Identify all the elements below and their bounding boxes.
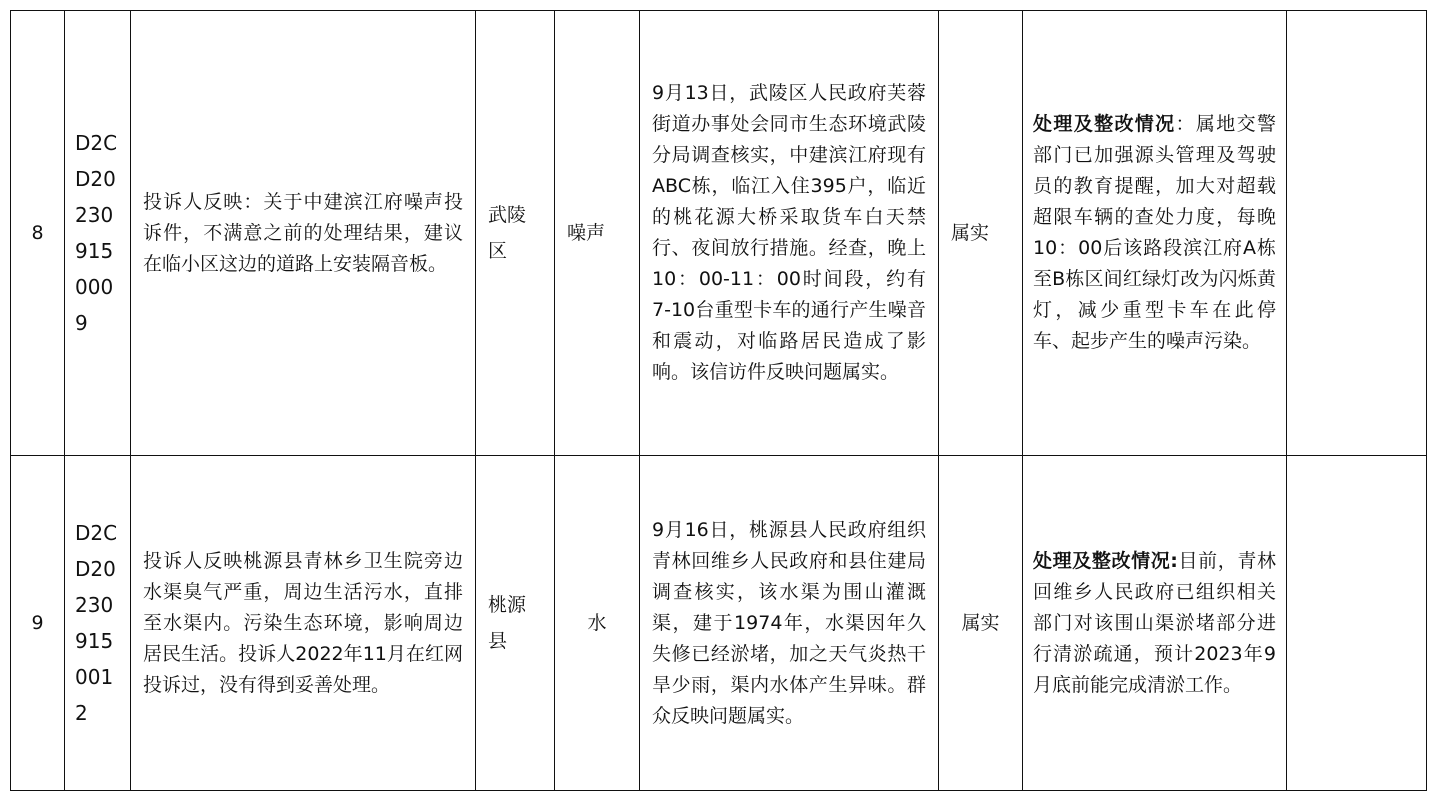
row-number: 8 [11, 11, 65, 456]
row-number: 9 [11, 456, 65, 791]
table-row [11, 456, 1427, 791]
rectification-label: 处理及整改情况 [1033, 113, 1176, 135]
verification-result: 属实 [939, 456, 1023, 791]
rectification-text: ：属地交警部门已加强源头管理及驾驶员的教育提醒，加大对超载超限车辆的查处力度，每晚10：00后该路段滨江府A栋至B栋区间红绿灯改为闪烁黄灯，减少重型卡车在此停车、起步产生的噪声污染。 [1033, 113, 1276, 352]
table-row [11, 11, 1427, 456]
investigation-result: 9月16日，桃源县人民政府组织青林回维乡人民政府和县住建局调查核实，该水渠为围山灌溉渠，建于1974年，水渠因年久失修已经淤堵，加之天气炎热干旱少雨，渠内水体产生异味。群众反映问题属实。 [640, 456, 939, 791]
administrative-area: 桃源县 [476, 456, 555, 791]
verification-result: 属实 [939, 11, 1023, 456]
rectification-status [1023, 11, 1287, 456]
case-code: D2C D20 230 915 000 9 [65, 11, 131, 456]
complaint-content: 投诉人反映桃源县青林乡卫生院旁边水渠臭气严重，周边生活污水，直排至水渠内。污染生态环境，影响周边居民生活。投诉人2022年11月在红网投诉过，没有得到妥善处理。 [131, 456, 476, 791]
case-code: D2C D20 230 915 001 2 [65, 456, 131, 791]
pollution-type: 水 [555, 456, 640, 791]
complaint-table [10, 10, 1427, 791]
administrative-area: 武陵区 [476, 11, 555, 456]
rectification-label: 处理及整改情况: [1033, 549, 1178, 572]
remarks-cell [1287, 11, 1427, 456]
pollution-type: 噪声 [555, 11, 640, 456]
remarks-cell [1287, 456, 1427, 791]
investigation-result: 9月13日，武陵区人民政府芙蓉街道办事处会同市生态环境武陵分局调查核实，中建滨江府现有ABC栋，临江入住395户，临近的桃花源大桥采取货车白天禁行、夜间放行措施。经查，晚上10：00-11：00时间段，约有7-10台重型卡车的通行产生噪音和震动，对临路居民造成了影响。该信访件反映问题属实。 [640, 11, 939, 456]
complaint-content: 投诉人反映：关于中建滨江府噪声投诉件，不满意之前的处理结果，建议在临小区这边的道路上安装隔音板。 [131, 11, 476, 456]
rectification-status [1023, 456, 1287, 791]
rectification-text: 目前，青林回维乡人民政府已组织相关部门对该围山渠淤堵部分进行清淤疏通，预计2023年9月底前能完成清淤工作。 [1033, 549, 1276, 696]
